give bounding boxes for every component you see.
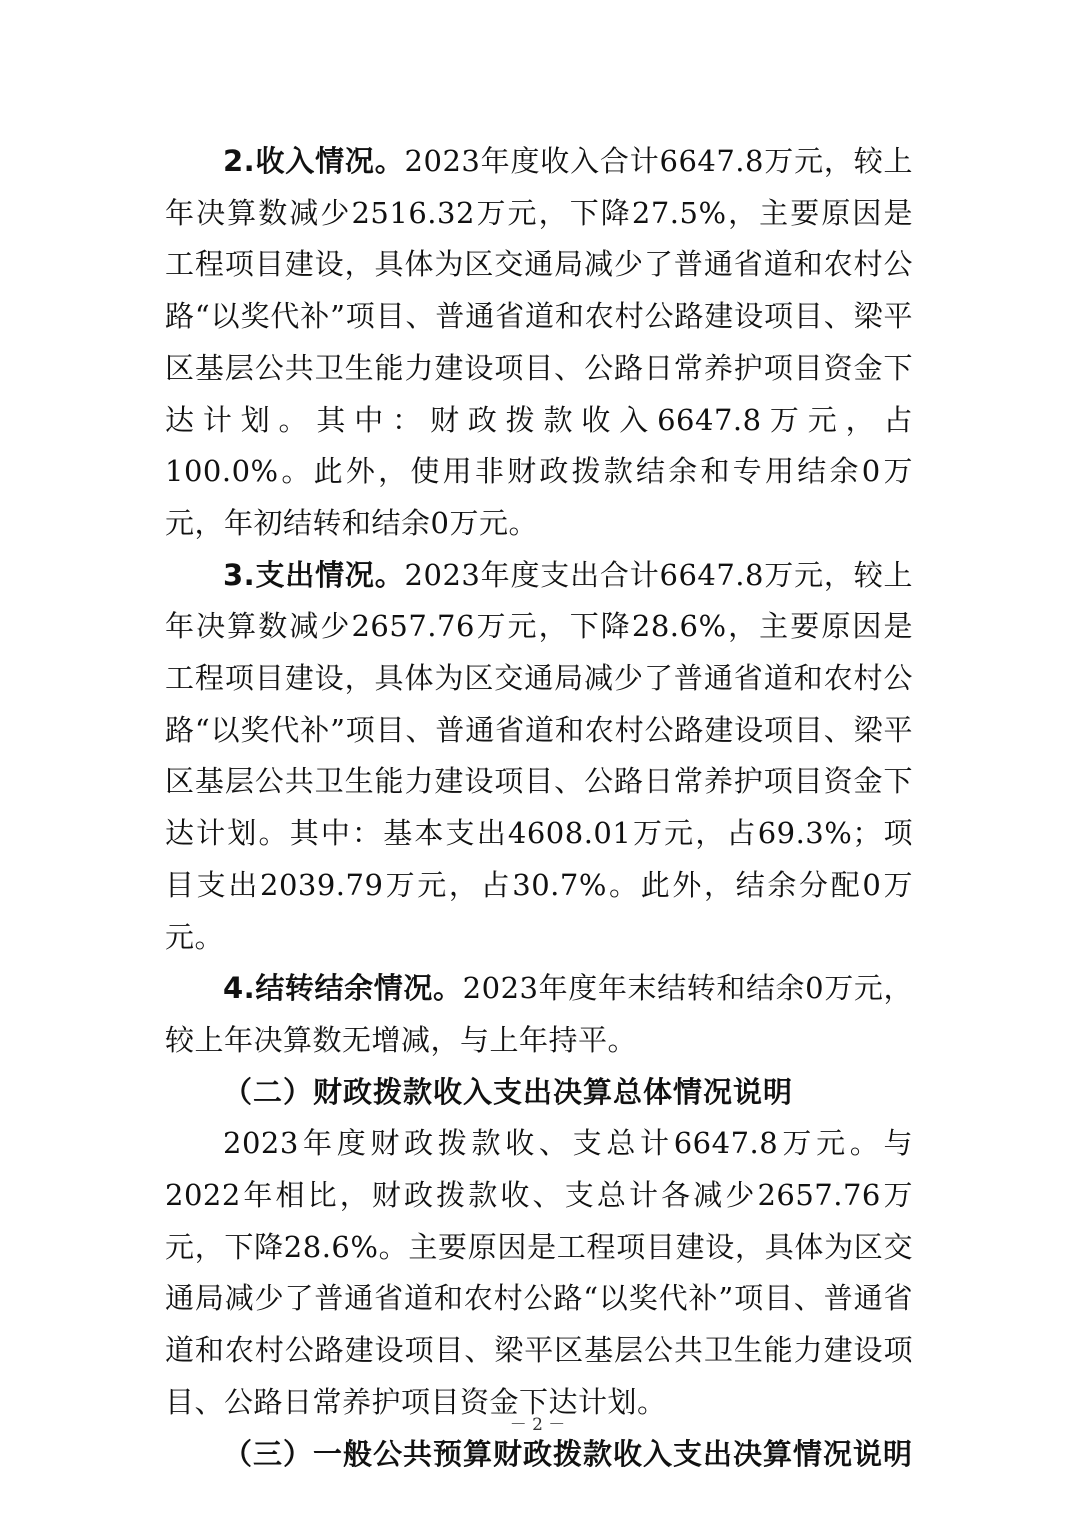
expenditure-section: [165, 550, 913, 964]
carryover-section-lead: 4.结转结余情况。: [223, 971, 463, 1006]
general-budget-heading: （三）一般公共预算财政拨款收入支出决算情况说明: [223, 1436, 914, 1471]
carryover-section: [165, 963, 913, 1066]
page-number: － 2 －: [509, 1415, 566, 1435]
income-section: [165, 136, 913, 550]
expenditure-section-lead: 3.支出情况。: [223, 557, 405, 592]
fiscal-appropriation-paragraph: 2023年度财政拨款收、支总计6647.8万元。与2022年相比，财政拨款收、支总计各减少2657.76万元，下降28.6%。主要原因是工程项目建设，具体为区交通局减少了普通省道和农村公路“以奖代补”项目、普通省道和农村公路建设项目、梁平区基层公共卫生能力建设项目、公路日常养护项目资金下达计划。: [165, 1126, 913, 1419]
expenditure-section-text: 2023年度支出合计6647.8万元，较上年决算数减少2657.76万元，下降28.6%，主要原因是工程项目建设，具体为区交通局减少了普通省道和农村公路“以奖代补”项目、普通省道和农村公路建设项目、梁平区基层公共卫生能力建设项目、公路日常养护项目资金下达计划。其中：基本支出4608.01万元，占69.3%；项目支出2039.79万元，占30.7%。此外，结余分配0万元。: [165, 557, 913, 954]
income-section-text: 2023年度收入合计6647.8万元，较上年决算数减少2516.32万元，下降27.5%，主要原因是工程项目建设，具体为区交通局减少了普通省道和农村公路“以奖代补”项目、普通省道和农村公路建设项目、梁平区基层公共卫生能力建设项目、公路日常养护项目资金下达计划。其中：财政拨款收入6647.8万元，占100.0%。此外，使用非财政拨款结余和专用结余0万元，年初结转和结余0万元。: [165, 144, 913, 540]
carryover-section-text: 2023年度年末结转和结余0万元，较上年决算数无增减，与上年持平。: [165, 971, 913, 1057]
income-section-lead: 2.收入情况。: [223, 144, 405, 178]
document-body: [165, 136, 913, 1480]
fiscal-appropriation-heading: （二）财政拨款收入支出决算总体情况说明: [223, 1074, 794, 1109]
